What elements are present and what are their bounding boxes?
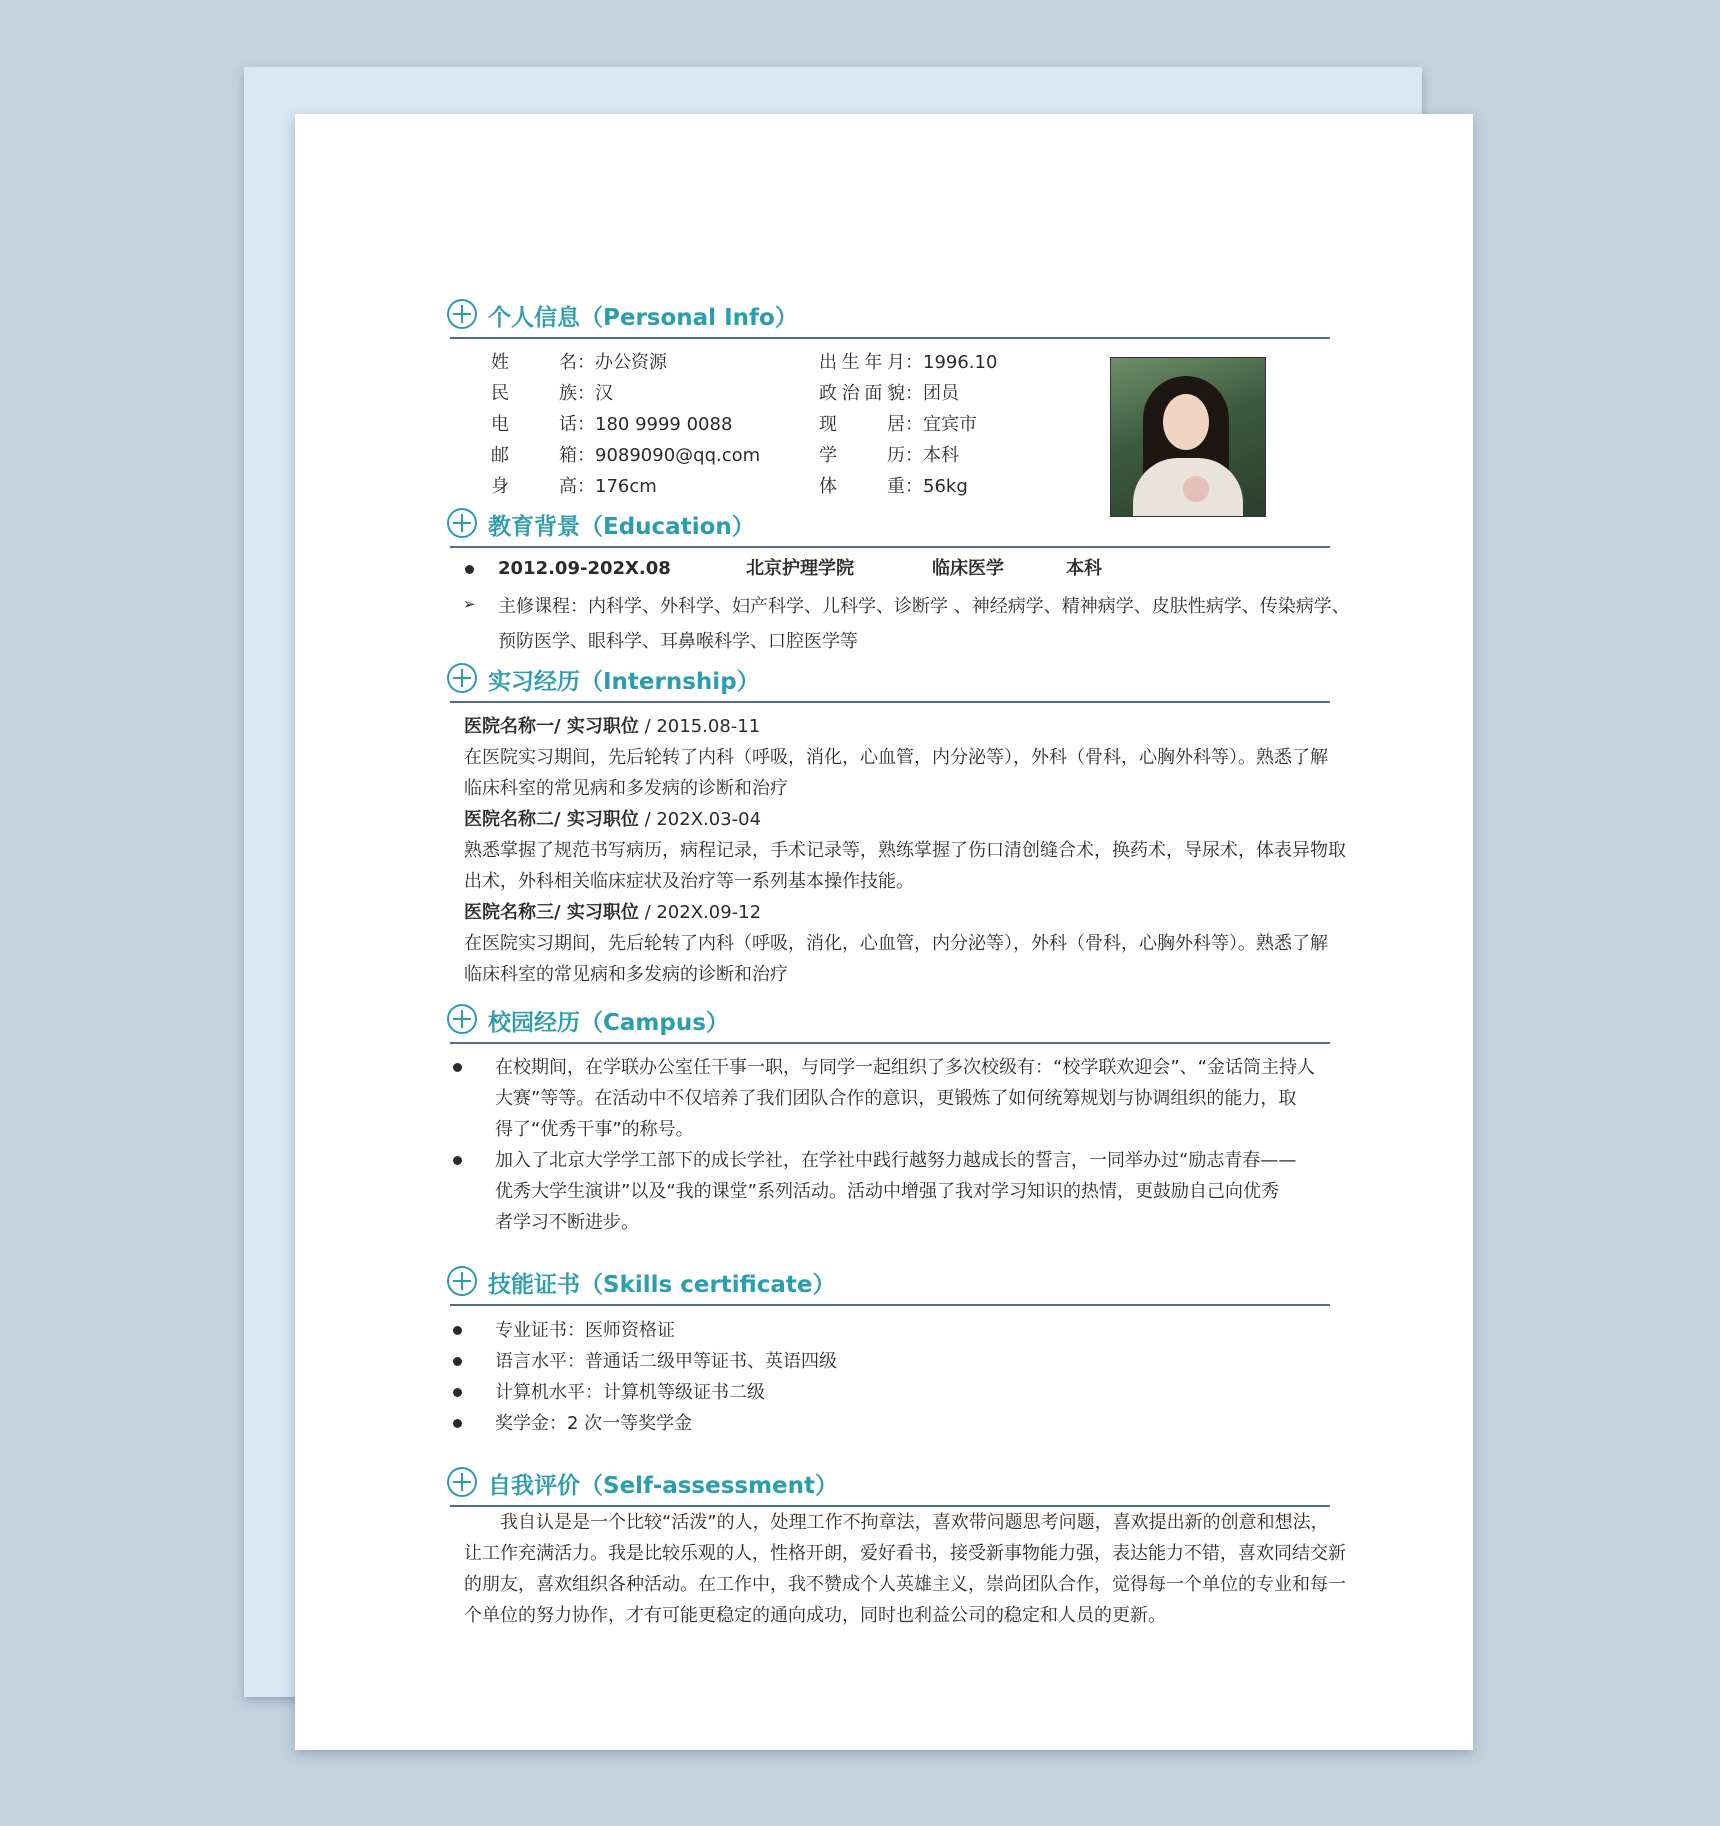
internship-title: 医院名称三/ 实习职位 xyxy=(464,902,639,923)
info-label: 现居 xyxy=(819,414,905,435)
list-item xyxy=(445,1377,1325,1408)
skills-list xyxy=(445,1315,1325,1439)
courses-line: 预防医学、眼科学、耳鼻喉科学、口腔医学等 xyxy=(498,631,858,652)
info-value: 56kg xyxy=(923,476,968,497)
info-value: 汉 xyxy=(595,383,613,404)
bullet-icon xyxy=(453,1388,462,1397)
plus-circle-icon xyxy=(447,1467,477,1497)
list-item xyxy=(445,1315,1325,1346)
internship-desc: 临床科室的常见病和多发病的诊断和治疗 xyxy=(464,778,788,799)
section-title: 实习经历（Internship） xyxy=(488,669,760,695)
internship-date: / 2015.08-11 xyxy=(638,716,761,737)
info-label: 身高 xyxy=(491,476,577,497)
self-assessment-text xyxy=(464,1507,1354,1631)
education-school: 北京护理学院 xyxy=(746,558,854,579)
internship-date: / 202X.03-04 xyxy=(638,809,762,830)
education-major: 临床医学 xyxy=(932,558,1004,579)
internship-entry xyxy=(464,804,1344,835)
plus-circle-icon xyxy=(447,1266,477,1296)
bullet-icon xyxy=(453,1326,462,1335)
profile-photo xyxy=(1110,357,1266,517)
paragraph-line: 的朋友，喜欢组织各种活动。在工作中，我不赞成个人英雄主义，崇尚团队合作，觉得每一个单位的专业和每一 xyxy=(464,1574,1346,1595)
list-item-text: 语言水平：普通话二级甲等证书、英语四级 xyxy=(495,1351,837,1372)
section-title: 校园经历（Campus） xyxy=(488,1010,729,1036)
internship-entry xyxy=(464,711,1344,742)
info-value: 宜宾市 xyxy=(923,414,977,435)
internship-desc: 在医院实习期间，先后轮转了内科（呼吸，消化，心血管，内分泌等），外科（骨科，心胸外科等）。熟悉了解 xyxy=(464,933,1328,954)
info-value: 176cm xyxy=(595,476,657,497)
info-row: 现居：宜宾市 xyxy=(819,409,997,440)
internship-desc: 临床科室的常见病和多发病的诊断和治疗 xyxy=(464,964,788,985)
campus-list xyxy=(445,1052,1325,1238)
section-internship xyxy=(450,661,1330,703)
info-row: 体重：56kg xyxy=(819,471,997,502)
section-title: 技能证书（Skills certificate） xyxy=(488,1272,836,1298)
bullet-icon xyxy=(453,1357,462,1366)
list-item xyxy=(445,1346,1325,1377)
bullet-icon xyxy=(453,1156,462,1165)
plus-circle-icon xyxy=(447,1004,477,1034)
list-item xyxy=(445,1408,1325,1439)
info-row: 民族：汉 xyxy=(491,378,760,409)
internship-title: 医院名称二/ 实习职位 xyxy=(464,809,639,830)
section-campus xyxy=(450,1002,1330,1044)
bullet-icon xyxy=(453,1419,462,1428)
list-item-text: 奖学金：2 次一等奖学金 xyxy=(495,1413,693,1434)
info-label: 电话 xyxy=(491,414,577,435)
internship-desc: 在医院实习期间，先后轮转了内科（呼吸，消化，心血管，内分泌等），外科（骨科，心胸外科等）。熟悉了解 xyxy=(464,747,1328,768)
plus-circle-icon xyxy=(447,663,477,693)
education-courses xyxy=(498,589,1350,659)
personal-info-left xyxy=(491,347,760,502)
list-item-line: 者学习不断进步。 xyxy=(495,1212,639,1233)
info-value: 180 9999 0088 xyxy=(595,414,733,435)
list-item-line: 加入了北京大学学工部下的成长学社，在学社中践行越努力越成长的誓言，一同举办过“励志青春—— xyxy=(495,1150,1297,1171)
list-item xyxy=(445,1145,1325,1238)
resume-page xyxy=(295,114,1473,1750)
education-degree: 本科 xyxy=(1066,558,1102,579)
info-row: 电话：180 9999 0088 xyxy=(491,409,760,440)
info-label: 政治面貌 xyxy=(819,383,905,404)
internship-desc: 熟悉掌握了规范书写病历，病程记录，手术记录等，熟练掌握了伤口清创缝合术，换药术，导尿术，体表异物取 xyxy=(464,840,1346,861)
internship-date: / 202X.09-12 xyxy=(638,902,762,923)
education-period: 2012.09-202X.08 xyxy=(498,558,671,579)
section-education xyxy=(450,506,1330,548)
paragraph-line: 我自认是是一个比较“活泼”的人，处理工作不拘章法，喜欢带问题思考问题，喜欢提出新的创意和想法， xyxy=(500,1512,1329,1533)
internship-entry xyxy=(464,897,1344,928)
internship-desc: 出术，外科相关临床症状及治疗等一系列基本操作技能。 xyxy=(464,871,914,892)
section-title: 自我评价（Self-assessment） xyxy=(488,1473,839,1499)
list-item-text: 计算机水平：计算机等级证书二级 xyxy=(495,1382,765,1403)
info-row: 政治面貌：团员 xyxy=(819,378,997,409)
info-value: 1996.10 xyxy=(923,352,998,373)
info-label: 民族 xyxy=(491,383,577,404)
bullet-icon xyxy=(453,1063,462,1072)
info-value: 团员 xyxy=(923,383,959,404)
info-row: 学历：本科 xyxy=(819,440,997,471)
plus-circle-icon xyxy=(447,508,477,538)
section-skills xyxy=(450,1264,1330,1306)
personal-info-right xyxy=(819,347,997,502)
info-value: 9089090@qq.com xyxy=(595,445,761,466)
courses-line: 主修课程：内科学、外科学、妇产科学、儿科学、诊断学 、神经病学、精神病学、皮肤性病学、传染病学、 xyxy=(498,596,1350,617)
info-row: 身高：176cm xyxy=(491,471,760,502)
list-item-line: 优秀大学生演讲”以及“我的课堂”系列活动。活动中增强了我对学习知识的热情，更鼓励自己向优秀 xyxy=(495,1181,1279,1202)
list-item-line: 大赛”等等。在活动中不仅培养了我们团队合作的意识，更锻炼了如何统筹规划与协调组织的能力，取 xyxy=(495,1088,1297,1109)
info-label: 邮箱 xyxy=(491,445,577,466)
list-item-line: 在校期间，在学联办公室任干事一职，与同学一起组织了多次校级有：“校学联欢迎会”、“金话筒主持人 xyxy=(495,1057,1315,1078)
arrow-bullet-icon: ➢ xyxy=(463,595,476,613)
info-row: 邮箱：9089090@qq.com xyxy=(491,440,760,471)
info-value: 办公资源 xyxy=(595,352,667,373)
internship-list xyxy=(464,711,1344,990)
info-row: 姓名：办公资源 xyxy=(491,347,760,378)
paragraph-line: 让工作充满活力。我是比较乐观的人，性格开朗，爱好看书，接受新事物能力强，表达能力不错，喜欢同结交新 xyxy=(464,1543,1346,1564)
section-self-assessment xyxy=(450,1465,1330,1507)
info-row: 出生年月：1996.10 xyxy=(819,347,997,378)
list-item-line: 得了“优秀干事”的称号。 xyxy=(495,1119,694,1140)
section-title: 个人信息（Personal Info） xyxy=(488,305,798,331)
list-item xyxy=(445,1052,1325,1145)
info-label: 出生年月 xyxy=(819,352,905,373)
info-label: 姓名 xyxy=(491,352,577,373)
paragraph-line: 个单位的努力协作，才有可能更稳定的通向成功，同时也利益公司的稳定和人员的更新。 xyxy=(464,1605,1166,1626)
info-label: 学历 xyxy=(819,445,905,466)
internship-title: 医院名称一/ 实习职位 xyxy=(464,716,639,737)
plus-circle-icon xyxy=(447,299,477,329)
info-label: 体重 xyxy=(819,476,905,497)
info-value: 本科 xyxy=(923,445,959,466)
list-item-text: 专业证书：医师资格证 xyxy=(495,1320,675,1341)
section-personal-info xyxy=(450,297,1330,339)
bullet-icon xyxy=(465,565,474,574)
section-title: 教育背景（Education） xyxy=(488,514,755,540)
